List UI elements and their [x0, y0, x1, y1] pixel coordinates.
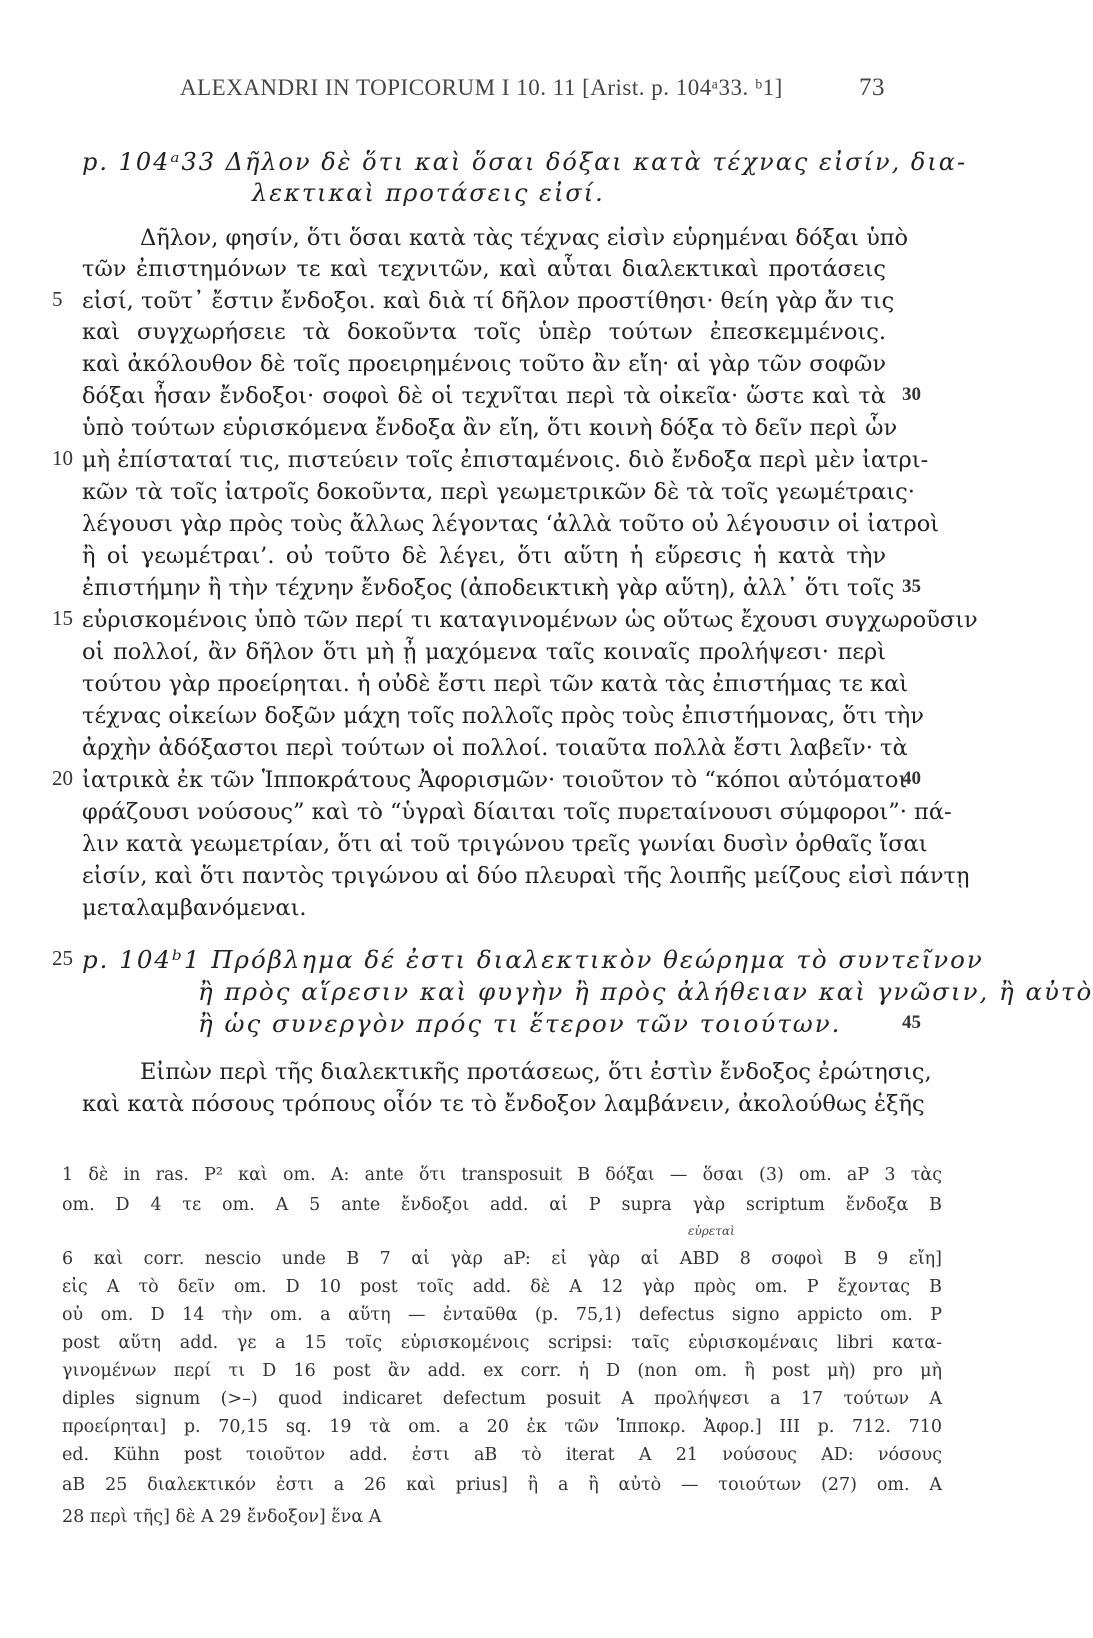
- text-line: [0, 764, 1000, 798]
- lemma-text: λεκτικαὶ προτάσεις εἰσί.: [252, 179, 605, 207]
- text-line: [0, 732, 1000, 766]
- line-number: 5: [52, 287, 63, 311]
- text-line: [0, 316, 1000, 350]
- text-line: [0, 976, 1093, 1010]
- apparatus-line: diples signum (>–) quod indicaret defectum posuit A προλήψεσι a 17 τούτων A: [62, 1389, 942, 1409]
- commentary-text: μεταλαμβανόμεναι.: [82, 895, 307, 921]
- commentary-text: καὶ συγχωρήσειε τὰ δοκοῦντα τοῖς ὑπὲρ τούτων ἐπεσκεμμένοις.: [82, 319, 886, 345]
- text-line: [0, 1056, 1000, 1090]
- text-line: [0, 146, 1000, 180]
- lemma-text: ἢ ὡς συνεργὸν πρός τι ἕτερον τῶν τοιούτων.: [198, 1009, 842, 1038]
- text-line: [0, 380, 1000, 414]
- reference-line-number: 30: [902, 384, 921, 405]
- running-title: ALEXANDRI IN TOPICORUM I 10. 11 [Arist. p. 104ᵃ33. ᵇ1]: [180, 75, 783, 100]
- apparatus-line: εἰς A τὸ δεῖν om. D 10 post τοῖς add. δὲ A 12 γὰρ πρὸς om. P ἔχοντας B: [62, 1277, 942, 1297]
- commentary-text: εἰσίν, καὶ ὅτι παντὸς τριγώνου αἱ δύο πλευραὶ τῆς λοιπῆς μείζους εἰσὶ πάντῃ: [82, 863, 970, 889]
- commentary-text: ἢ οἱ γεωμέτραι’. οὐ τοῦτο δὲ λέγει, ὅτι αὕτη ἡ εὕρεσις ἡ κατὰ τὴν: [82, 543, 886, 569]
- apparatus-line: 1 δὲ in ras. P² καὶ om. A: ante ὅτι transposuit B δόξαι — ὅσαι (3) om. aP 3 τὰς: [62, 1165, 942, 1185]
- commentary-text: ἐπιστήμην ἢ τὴν τέχνην ἔνδοξος (ἀποδεικτικὴ γὰρ αὕτη), ἀλλ᾿ ὅτι τοῖς: [82, 575, 895, 601]
- text-line: [0, 604, 1000, 638]
- commentary-text: εὑρισκομένοις ὑπὸ τῶν περί τι καταγινομένων ὡς οὕτως ἔχουσι συγχωροῦσιν: [82, 607, 978, 633]
- text-line: [0, 540, 1000, 574]
- running-head: [180, 74, 885, 102]
- line-number: 25: [52, 946, 73, 970]
- line-number: 20: [52, 766, 73, 790]
- reference-line-number: 35: [902, 576, 921, 597]
- text-line: [0, 285, 1000, 319]
- text-line: [0, 348, 1000, 382]
- line-number: 15: [52, 606, 73, 630]
- lemma-text: ἢ πρὸς αἵρεσιν καὶ φυγὴν ἢ πρὸς ἀλήθειαν καὶ γνῶσιν, ἢ αὐτὸ: [198, 977, 1093, 1006]
- text-line: [0, 892, 1000, 926]
- text-line: [0, 1008, 1000, 1042]
- apparatus-line: προείρηται] p. 70,15 sq. 19 τὰ om. a 20 ἐκ τῶν Ἱπποκρ. Ἀφορ.] III p. 712. 710: [62, 1417, 942, 1437]
- text-line: [0, 508, 1000, 542]
- lemma-text: p. 104ᵇ1 Πρόβλημα δέ ἐστι διαλεκτικὸν θεώρημα τὸ συντεῖνον: [82, 945, 984, 974]
- commentary-text: ὑπὸ τούτων εὑρισκόμενα ἔνδοξα ἂν εἴη, ὅτι κοινὴ δόξα τὸ δεῖν περὶ ὧν: [82, 415, 898, 441]
- text-line: [0, 476, 1000, 510]
- apparatus-line: 6 καὶ corr. nescio unde B 7 αἱ γὰρ aP: εἰ γὰρ αἱ ABD 8 σοφοὶ B 9 εἴη]: [62, 1249, 942, 1269]
- commentary-text: δόξαι ἦσαν ἔνδοξοι· σοφοὶ δὲ οἱ τεχνῖται περὶ τὰ οἰκεῖα· ὥστε καὶ τὰ: [82, 383, 886, 409]
- text-line: [0, 860, 1000, 894]
- text-line: [0, 444, 1000, 478]
- commentary-text: Δῆλον, φησίν, ὅτι ὅσαι κατὰ τὰς τέχνας εἰσὶν εὑρημέναι δόξαι ὑπὸ: [140, 225, 909, 251]
- text-line: [0, 700, 1000, 734]
- apparatus-superscript-note: εὑρεταὶ: [688, 1224, 735, 1238]
- page-number: 73: [859, 74, 885, 101]
- apparatus-line: ed. Kühn post τοιοῦτον add. ἐστι aB τὸ iterat A 21 νούσους AD: νόσους: [62, 1445, 942, 1465]
- commentary-text: καὶ κατὰ πόσους τρόπους οἷόν τε τὸ ἔνδοξον λαμβάνειν, ἀκολούθως ἑξῆς: [82, 1091, 925, 1117]
- line-number: 10: [52, 446, 73, 470]
- commentary-text: καὶ ἀκόλουθον δὲ τοῖς προειρημένοις τοῦτο ἂν εἴη· αἱ γὰρ τῶν σοφῶν: [82, 351, 886, 377]
- text-line: [0, 253, 1000, 287]
- commentary-text: τέχνας οἰκείων δοξῶν μάχη τοῖς πολλοῖς πρὸς τοὺς ἐπιστήμονας, ὅτι τὴν: [82, 703, 924, 729]
- commentary-text: ἀρχὴν ἀδόξαστοι περὶ τούτων οἱ πολλοί. τοιαῦτα πολλὰ ἔστι λαβεῖν· τὰ: [82, 735, 908, 761]
- text-line: [0, 177, 1000, 211]
- apparatus-line: post αὕτη add. γε a 15 τοῖς εὑρισκομένοις scripsi: ταῖς εὑρισκομέναις libri κατα-: [62, 1333, 942, 1353]
- commentary-text: Εἰπὼν περὶ τῆς διαλεκτικῆς προτάσεως, ὅτι ἐστὶν ἔνδοξος ἐρώτησις,: [140, 1059, 932, 1085]
- apparatus-line: om. D 4 τε om. A 5 ante ἔνδοξοι add. αἱ P supra γὰρ scriptum ἔνδοξα B: [62, 1195, 942, 1215]
- lemma-text: p. 104ᵃ33 Δῆλον δὲ ὅτι καὶ ὅσαι δόξαι κατὰ τέχνας εἰσίν, δια-: [82, 148, 968, 176]
- commentary-text: ἰατρικὰ ἐκ τῶν Ἱπποκράτους Ἀφορισμῶν· τοιοῦτον τὸ “κόποι αὐτόματοι: [82, 767, 908, 793]
- text-line: [0, 222, 1000, 256]
- text-line: [0, 636, 1000, 670]
- reference-line-number: 45: [902, 1012, 921, 1033]
- commentary-text: τούτου γὰρ προείρηται. ἡ οὐδὲ ἔστι περὶ τῶν κατὰ τὰς ἐπιστήμας τε καὶ: [82, 671, 909, 697]
- apparatus-line: aB 25 διαλεκτικόν ἐστι a 26 καὶ prius] ἢ a ἢ αὐτὸ — τοιούτων (27) om. A: [62, 1475, 942, 1495]
- text-line: [0, 1088, 1000, 1122]
- text-line: [0, 796, 1000, 830]
- apparatus-line: γινομένων περί τι D 16 post ἂν add. ex corr. ἡ D (non om. ἢ post μὴ) pro μὴ: [62, 1361, 942, 1381]
- text-line: [0, 412, 1000, 446]
- commentary-text: λιν κατὰ γεωμετρίαν, ὅτι αἱ τοῦ τριγώνου τρεῖς γωνίαι δυσὶν ὀρθαῖς ἴσαι: [82, 831, 928, 857]
- apparatus-line: 28 περὶ τῆς] δὲ A 29 ἔνδοξον] ἕνα A: [62, 1507, 382, 1527]
- text-line: [0, 668, 1000, 702]
- text-line: [0, 828, 1000, 862]
- commentary-text: μὴ ἐπίσταταί τις, πιστεύειν τοῖς ἐπισταμένοις. διὸ ἔνδοξα περὶ μὲν ἰατρι-: [82, 447, 929, 473]
- text-line: [0, 572, 1000, 606]
- text-line: [0, 944, 1000, 978]
- commentary-text: κῶν τὰ τοῖς ἰατροῖς δοκοῦντα, περὶ γεωμετρικῶν δὲ τὰ τοῖς γεωμέτραις·: [82, 479, 915, 505]
- commentary-text: τῶν ἐπιστημόνων τε καὶ τεχνιτῶν, καὶ αὗται διαλεκτικαὶ προτάσεις: [82, 256, 886, 282]
- commentary-text: λέγουσι γὰρ πρὸς τοὺς ἄλλως λέγοντας ‘ἀλλὰ τοῦτο οὐ λέγουσιν οἱ ἰατροὶ: [82, 511, 940, 537]
- commentary-text: οἱ πολλοί, ἂν δῆλον ὅτι μὴ ᾖ μαχόμενα ταῖς κοιναῖς προλήψεσι· περὶ: [82, 639, 886, 665]
- apparatus-line: οὐ om. D 14 τὴν om. a αὕτη — ἐνταῦθα (p. 75,1) defectus signo appicto om. P: [62, 1305, 942, 1325]
- commentary-text: εἰσί, τοῦτ᾿ ἔστιν ἔνδοξοι. καὶ διὰ τί δῆλον προστίθησι· θείη γὰρ ἄν τις: [82, 288, 895, 314]
- reference-line-number: 40: [902, 768, 921, 789]
- commentary-text: φράζουσι νούσους” καὶ τὸ “ὑγραὶ δίαιται τοῖς πυρεταίνουσι σύμφοροι”· πά-: [82, 799, 952, 825]
